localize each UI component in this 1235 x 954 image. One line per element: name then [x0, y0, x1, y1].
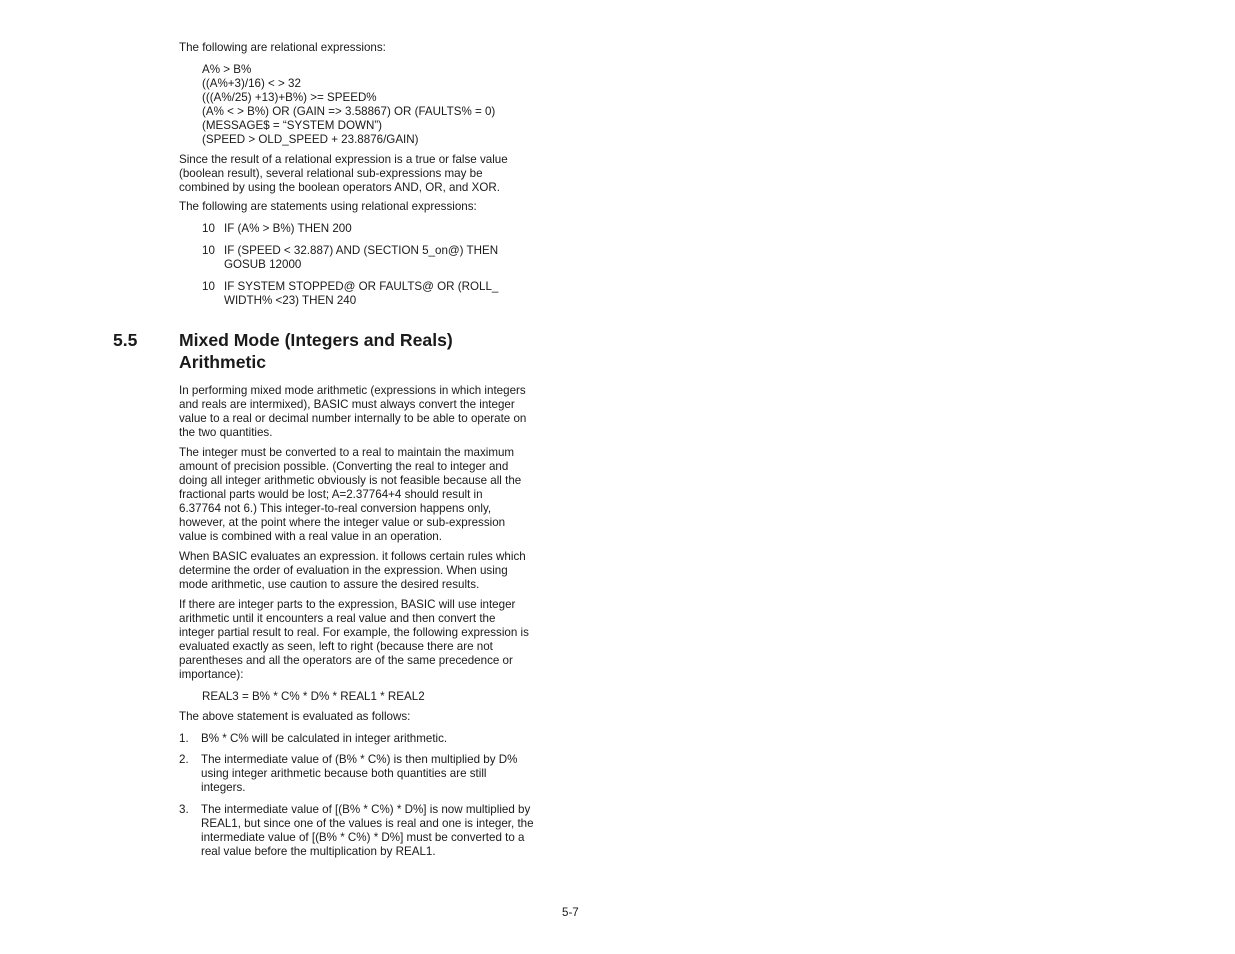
expression-line: ((A%+3)/16) < > 32: [202, 77, 301, 90]
body-paragraph: The integer must be converted to a real to maintain the maximum amount of precision possible. (Converting the real to integer and doing all integer arithmetic obviously is not feasible because all the fractional parts would be lost; A=2.37764+4 should result in 6.37764 not 6.) This integer-to-real conversion happens only, however, at the point where the integer value or sub-expression value is combined with a real value in an operation.: [179, 446, 522, 543]
intro-text: The following are relational expressions:: [179, 41, 386, 54]
statement-text: IF (SPEED < 32.887) AND (SECTION 5_on@) THEN GOSUB 12000: [224, 244, 499, 271]
body-paragraph: If there are integer parts to the expression, BASIC will use integer arithmetic until it encounters a real value and then convert the integer partial result to real. For example, the following expression is evaluated exactly as seen, left to right (because there are not parentheses and all the operators are of the same precedence or importance):: [179, 598, 529, 681]
body-paragraph: In performing mixed mode arithmetic (expressions in which integers and reals are intermixed), BASIC must always convert the integer value to a real or decimal number internally to be able to operate on the two quantities.: [179, 384, 527, 439]
expression-line: (A% < > B%) OR (GAIN => 3.58867) OR (FAULTS% = 0): [202, 105, 496, 118]
step-text: The intermediate value of [(B% * C%) * D%] is now multiplied by REAL1, but since one of the values is real and one is integer, the intermediate value of [(B% * C%) * D%] must be converted to a real value before the multiplication by REAL1.: [201, 803, 534, 858]
statement-number: 10: [202, 280, 215, 293]
statement-text: IF SYSTEM STOPPED@ OR FAULTS@ OR (ROLL_ WIDTH% <23) THEN 240: [224, 280, 499, 307]
evaluated-intro: The above statement is evaluated as follows:: [179, 710, 411, 723]
statement-text: IF (A% > B%) THEN 200: [224, 222, 352, 235]
boolean-paragraph: [179, 153, 508, 195]
paragraph-line: combined by using the boolean operators AND, OR, and XOR.: [179, 181, 500, 194]
step-number: 3.: [179, 803, 189, 816]
expression-line: (SPEED > OLD_SPEED + 23.8876/GAIN): [202, 133, 419, 146]
body-paragraph: When BASIC evaluates an expression. it follows certain rules which determine the order of evaluation in the expression. When using mode arithmetic, use caution to assure the desired results.: [179, 550, 526, 591]
section-title: Mixed Mode (Integers and Reals) Arithmetic: [179, 330, 453, 372]
section-number: 5.5: [113, 330, 138, 350]
step-text: B% * C% will be calculated in integer arithmetic.: [201, 732, 448, 745]
example-expression: REAL3 = B% * C% * D% * REAL1 * REAL2: [202, 690, 425, 703]
paragraph-line: Since the result of a relational expression is a true or false value: [179, 153, 508, 166]
paragraph-line: (boolean result), several relational sub-expressions may be: [179, 167, 483, 180]
statement-number: 10: [202, 222, 215, 235]
statement-number: 10: [202, 244, 215, 257]
expression-line: A% > B%: [202, 63, 252, 76]
step-number: 1.: [179, 732, 189, 745]
expression-list: [202, 63, 495, 147]
step-number: 2.: [179, 753, 189, 766]
step-text: The intermediate value of (B% * C%) is then multiplied by D% using integer arithmetic because both quantities are still integers.: [201, 753, 518, 794]
expression-line: (MESSAGE$ = “SYSTEM DOWN”): [202, 119, 383, 132]
page-number: 5-7: [562, 906, 579, 919]
statements-intro: The following are statements using relational expressions:: [179, 200, 477, 213]
expression-line: (((A%/25) +13)+B%) >= SPEED%: [202, 91, 377, 104]
